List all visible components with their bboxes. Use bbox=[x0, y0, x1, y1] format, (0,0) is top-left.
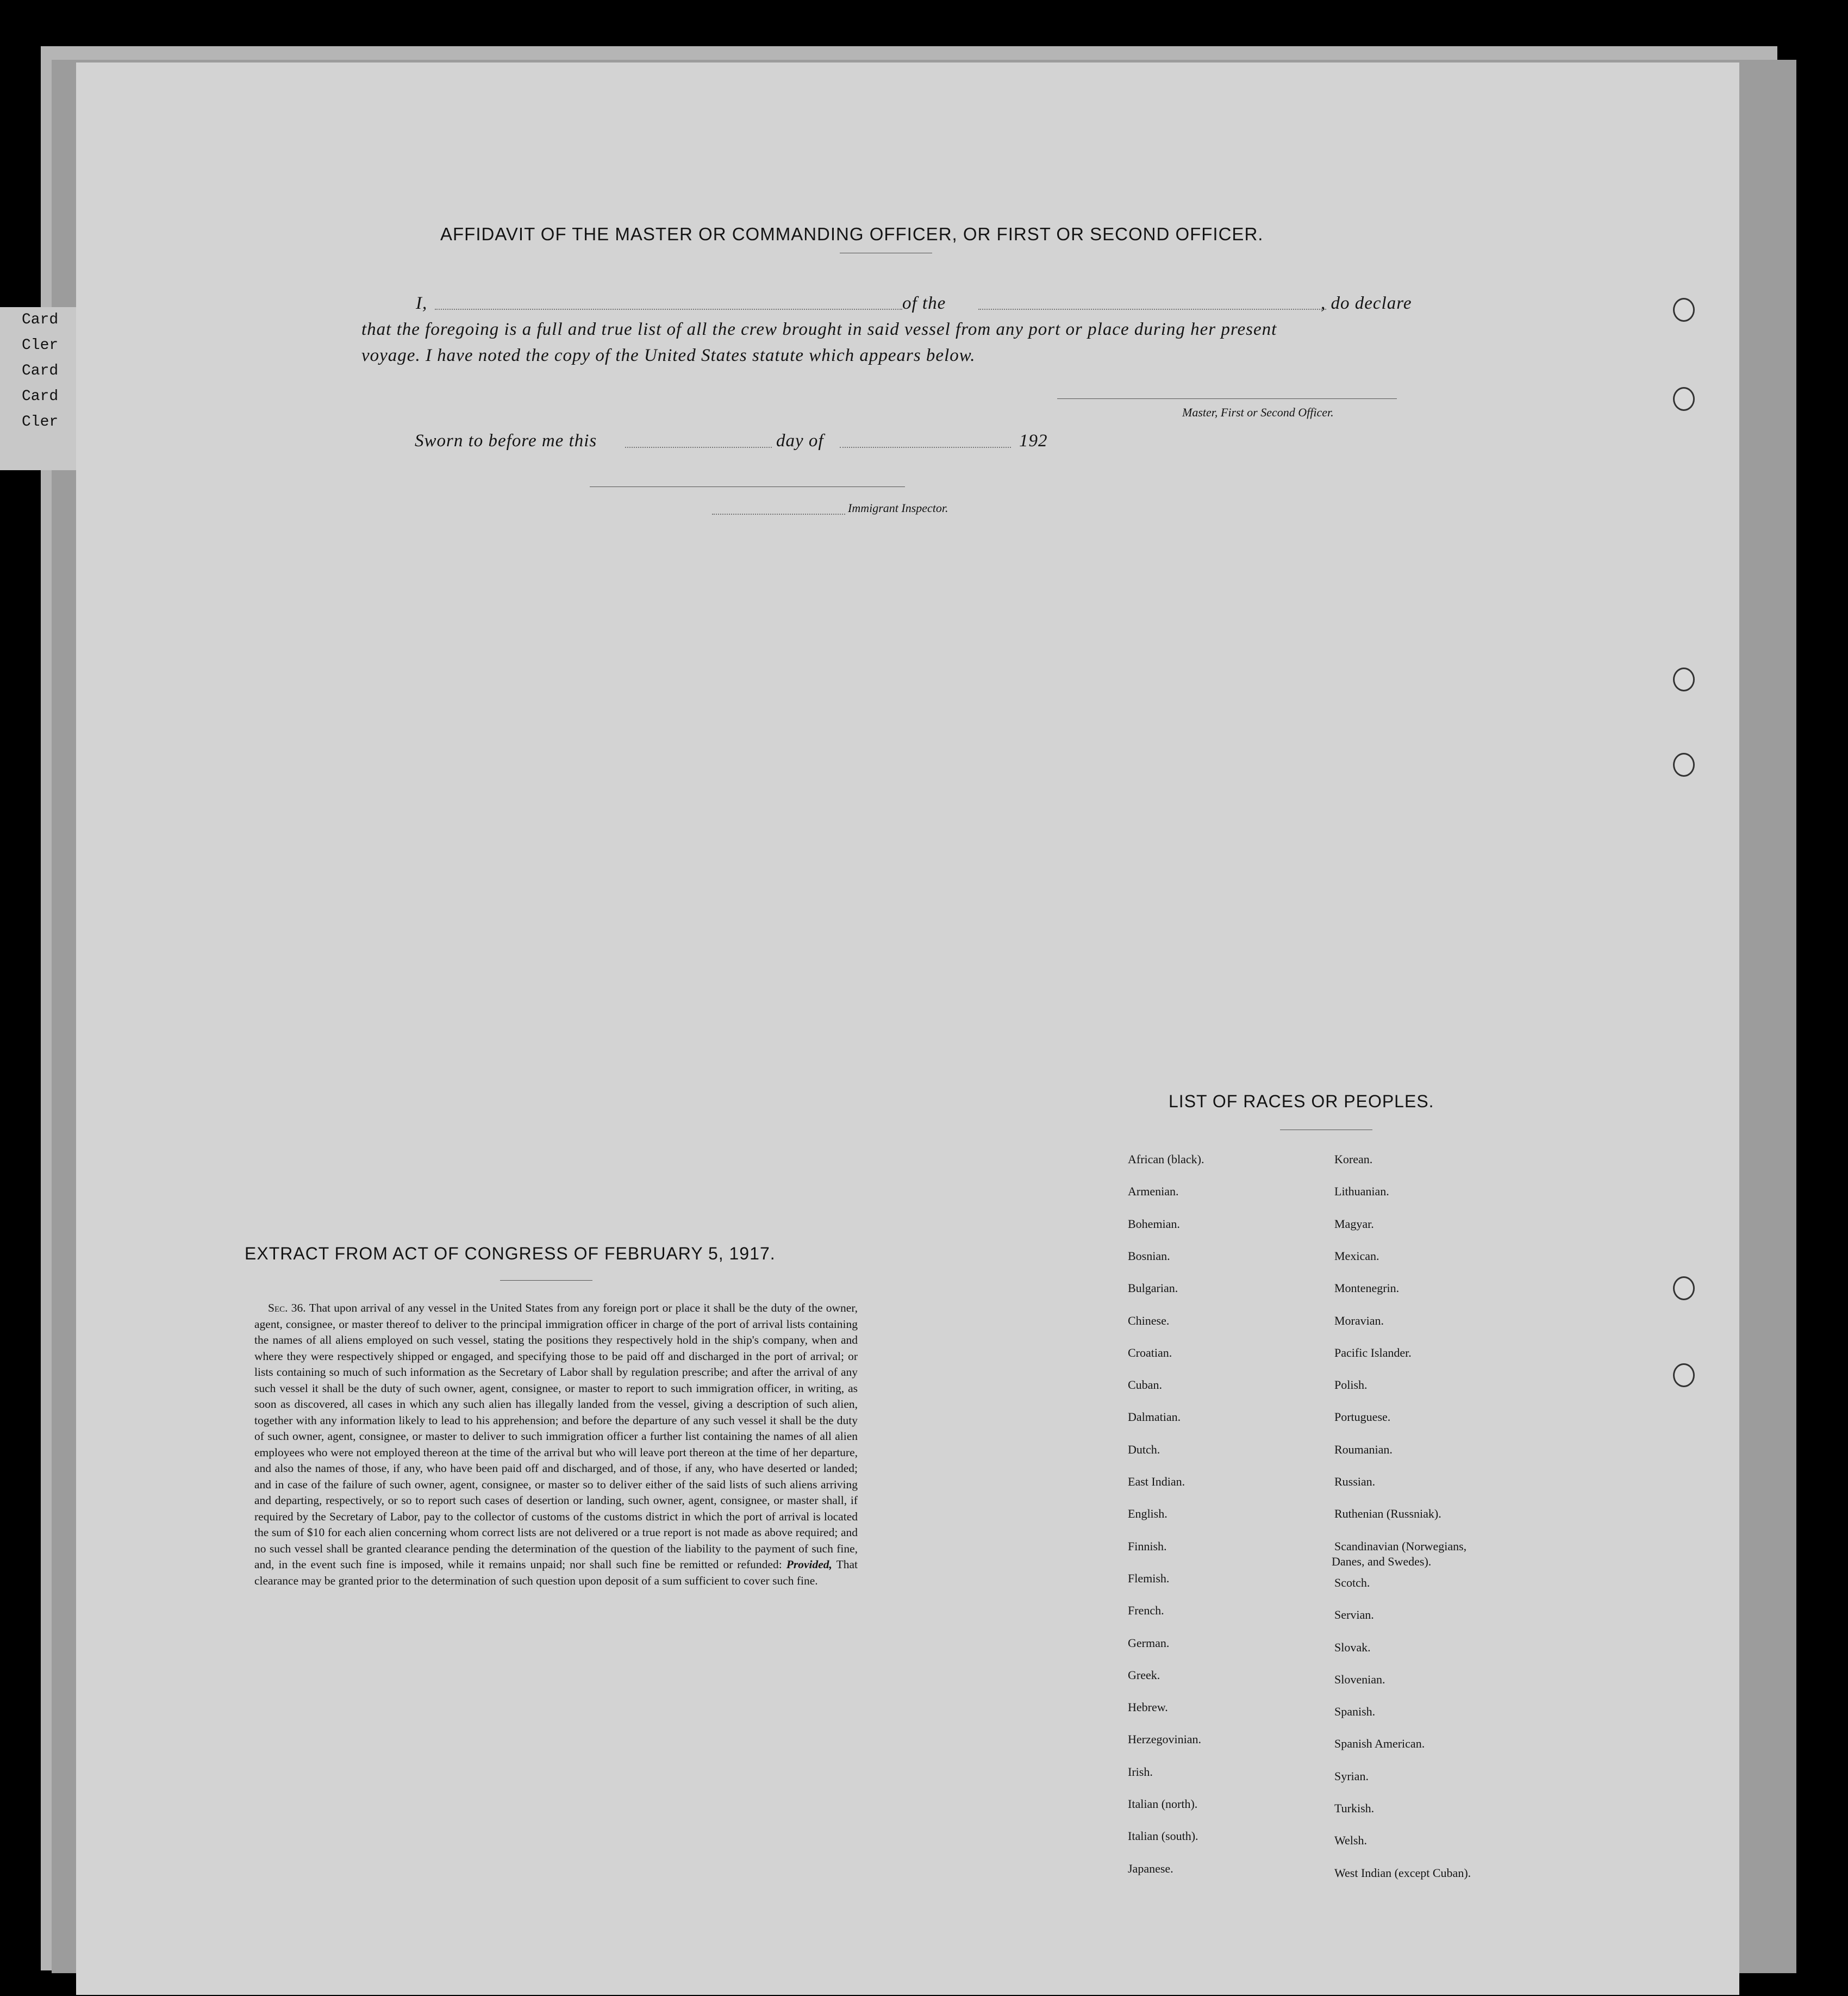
day-field[interactable] bbox=[625, 447, 772, 448]
binder-hole bbox=[1673, 387, 1695, 411]
declaration-line3: voyage. I have noted the copy of the United States statute which appears below. bbox=[361, 346, 976, 365]
race-item: Welsh. bbox=[1334, 1833, 1367, 1848]
race-item: German. bbox=[1128, 1636, 1170, 1650]
race-item: Bosnian. bbox=[1128, 1249, 1170, 1263]
declaration-line2: that the foregoing is a full and true list of all the crew brought in said vessel from any port or place during her present bbox=[361, 320, 1277, 339]
year-prefix: 192 bbox=[1019, 431, 1048, 451]
race-item: Magyar. bbox=[1334, 1217, 1374, 1231]
name-field[interactable] bbox=[435, 309, 902, 310]
binder-hole bbox=[1673, 668, 1695, 691]
race-item: Italian (north). bbox=[1128, 1797, 1198, 1811]
race-item: Turkish. bbox=[1334, 1801, 1375, 1815]
inspector-dotted-line bbox=[712, 514, 845, 515]
index-tabs bbox=[0, 307, 76, 470]
race-item: Bohemian. bbox=[1128, 1217, 1180, 1231]
race-item: Hebrew. bbox=[1128, 1700, 1168, 1714]
race-item: Croatian. bbox=[1128, 1345, 1172, 1359]
statute-provided: Provided, bbox=[786, 1558, 832, 1571]
race-item: Irish. bbox=[1128, 1764, 1153, 1779]
race-item: Slovak. bbox=[1334, 1640, 1371, 1654]
race-item: Slovenian. bbox=[1334, 1672, 1385, 1686]
race-item: Russian. bbox=[1334, 1475, 1376, 1488]
race-item: Bulgarian. bbox=[1128, 1281, 1178, 1295]
race-item: Scotch. bbox=[1334, 1575, 1370, 1589]
race-item: Spanish American. bbox=[1334, 1737, 1425, 1751]
race-item: Spanish. bbox=[1334, 1705, 1376, 1719]
binder-hole bbox=[1673, 1276, 1695, 1300]
extract-title: EXTRACT FROM ACT OF CONGRESS OF FEBRUARY 5, 1917. bbox=[245, 1244, 776, 1263]
day-of-text: day of bbox=[776, 431, 824, 451]
sworn-text: Sworn to before me this bbox=[415, 431, 597, 451]
race-item: Flemish. bbox=[1128, 1571, 1170, 1585]
master-signature-line[interactable] bbox=[1057, 398, 1397, 399]
tab-label: Cler bbox=[22, 337, 59, 354]
race-item: Herzegovinian. bbox=[1128, 1732, 1201, 1746]
statute-body: That upon arrival of any vessel in the United States from any foreign port or place it shall be the duty of the owner, agent, consignee, or master thereof to deliver to the principal immigration officer in charge of the port of arrival lists containing the names of all aliens employed on such vessel, stating the positions they respectively hold in the ship's company, when and where they were respectively shipped or engaged, and specifying those to be paid off and discharged in the port of arrival; or lists containing so much of such information as the Secretary of Labor shall by regulation prescribe; and after the arrival of any such vessel it shall be the duty of such owner, agent, consignee, or master to report to such immigration officer, in writing, as soon as discovered, all cases in which any such alien has illegally landed from the vessel, giving a description of such alien, together with any information likely to lead to his apprehension; and before the departure of any such vessel it shall be the duty of such owner, agent, consignee, or master to deliver to such immigration officer a further list containing the names of all alien employees who were not employed thereon at the time of the arrival but who will leave port thereon at the time of her departure, and also the names of those, if any, who have been paid off and discharged, and of those, if any, who have deserted or landed; and in case of the failure of such owner, agent, consignee, or master so to deliver either of the said lists of such aliens arriving and departing, respectively, or so to report such cases of desertion or landing, such owner, agent, consignee, or master shall, if required by the Secretary of Labor, pay to the collector of customs of the customs district in which the port of arrival is located the sum of $10 for each alien concerning whom correct lists are not delivered or a true report is not made as above required; and no such vessel shall be granted clearance pending the determination of the question of the liability to the payment of such fine, and, in the event such fine is imposed, while it remains unpaid; nor shall such fine be remitted or refunded: bbox=[254, 1301, 858, 1571]
section-number: Sec. 36. bbox=[268, 1301, 306, 1314]
race-item: Cuban. bbox=[1128, 1378, 1162, 1392]
race-item: East Indian. bbox=[1128, 1475, 1185, 1488]
statute-text bbox=[254, 1300, 858, 1589]
tab-label: Card bbox=[22, 388, 59, 405]
vessel-field[interactable] bbox=[978, 309, 1326, 310]
extract-rule bbox=[500, 1280, 592, 1281]
tab-label: Cler bbox=[22, 414, 59, 431]
declaration-i: I, bbox=[416, 294, 428, 313]
race-item: Dutch. bbox=[1128, 1442, 1160, 1456]
race-item: Servian. bbox=[1334, 1608, 1374, 1622]
race-item: Japanese. bbox=[1128, 1861, 1173, 1875]
race-item: Portuguese. bbox=[1334, 1410, 1391, 1424]
race-item: Danes, and Swedes). bbox=[1332, 1554, 1432, 1568]
race-item: French. bbox=[1128, 1604, 1164, 1618]
races-title: LIST OF RACES OR PEOPLES. bbox=[1169, 1091, 1434, 1111]
race-item: Moravian. bbox=[1334, 1313, 1384, 1327]
binder-hole bbox=[1673, 298, 1695, 322]
inspector-label: Immigrant Inspector. bbox=[848, 501, 948, 515]
race-item: Ruthenian (Russniak). bbox=[1334, 1507, 1441, 1521]
race-item: African (black). bbox=[1128, 1152, 1204, 1166]
race-item: Armenian. bbox=[1128, 1184, 1179, 1199]
race-item: Mexican. bbox=[1334, 1249, 1379, 1263]
binder-hole bbox=[1673, 1363, 1695, 1387]
race-item: Finnish. bbox=[1128, 1539, 1167, 1553]
race-item: Roumanian. bbox=[1334, 1442, 1393, 1456]
race-item: Korean. bbox=[1334, 1152, 1373, 1166]
statute-tail: That clearance may be granted prior to the determination of such question upon deposit of a sum sufficient to cover such fine. bbox=[254, 1558, 858, 1587]
race-item: Pacific Islander. bbox=[1334, 1345, 1412, 1359]
race-item: Dalmatian. bbox=[1128, 1410, 1181, 1424]
tab-label: Card bbox=[22, 311, 59, 328]
month-field[interactable] bbox=[840, 447, 1011, 448]
race-item: Polish. bbox=[1334, 1378, 1368, 1392]
affidavit-title: AFFIDAVIT OF THE MASTER OR COMMANDING OFFICER, OR FIRST OR SECOND OFFICER. bbox=[440, 224, 1264, 244]
race-item: Syrian. bbox=[1334, 1769, 1369, 1783]
race-item: Lithuanian. bbox=[1334, 1184, 1389, 1199]
master-label: Master, First or Second Officer. bbox=[1182, 406, 1334, 419]
declaration-do-declare: , do declare bbox=[1321, 294, 1412, 313]
race-item: English. bbox=[1128, 1507, 1168, 1521]
inspector-signature-line[interactable] bbox=[590, 486, 905, 487]
race-item: Greek. bbox=[1128, 1668, 1160, 1682]
declaration-of-the: of the bbox=[902, 294, 946, 313]
binder-hole bbox=[1673, 753, 1695, 777]
race-item: Montenegrin. bbox=[1334, 1281, 1400, 1295]
race-item: Chinese. bbox=[1128, 1313, 1170, 1327]
tab-label: Card bbox=[22, 363, 59, 379]
race-item: Italian (south). bbox=[1128, 1829, 1198, 1843]
race-item: West Indian (except Cuban). bbox=[1334, 1866, 1471, 1880]
race-item: Scandinavian (Norwegians, bbox=[1334, 1539, 1467, 1553]
